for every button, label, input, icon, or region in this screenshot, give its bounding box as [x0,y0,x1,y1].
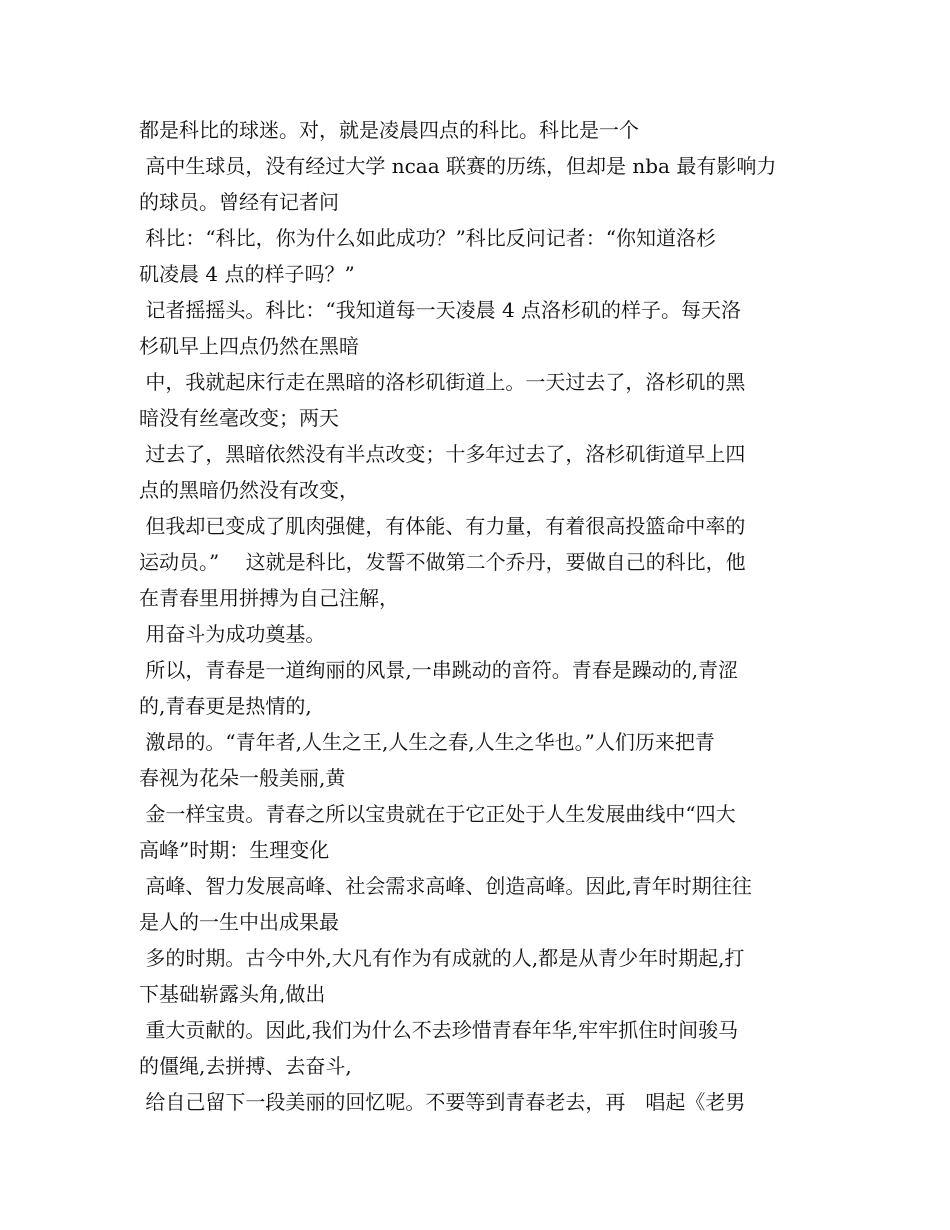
text-line: 中，我就起床行走在黑暗的洛杉矶街道上。一天过去了，洛杉矶的黑 [139,370,746,394]
text-line: 高中生球员，没有经过大学 ncaa 联赛的历练，但却是 nba 最有影响力 [139,154,777,178]
body-text [139,112,819,1120]
text-line: 给自己留下一段美丽的回忆呢。不要等到青春老去，再 唱起《老男 [139,1090,746,1114]
text-line: 记者摇摇头。科比：“我知道每一天凌晨 4 点洛杉矶的样子。每天洛 [139,298,742,322]
text-line: 是人的一生中出成果最 [139,910,339,934]
text-line: 用奋斗为成功奠基。 [139,622,326,646]
text-line: 重大贡献的。因此,我们为什么不去珍惜青春年华,牢牢抓住时间骏马 [139,1018,739,1042]
text-line: 矶凌晨 4 点的样子吗？” [139,262,355,286]
text-line: 运动员。” 这就是科比，发誓不做第二个乔丹，要做自己的科比，他 [139,550,746,574]
text-line: 春视为花朵一般美丽,黄 [139,766,346,790]
text-line: 但我却已变成了肌肉强健，有体能、有力量，有着很高投篮命中率的 [139,514,746,538]
text-line: 所以，青春是一道绚丽的风景,一串跳动的音符。青春是躁动的,青涩 [139,658,739,682]
text-line: 高峰”时期：生理变化 [139,838,330,862]
text-line: 的,青春更是热情的, [139,694,312,718]
text-line: 暗没有丝毫改变；两天 [139,406,339,430]
text-line: 都是科比的球迷。对，就是凌晨四点的科比。科比是一个 [139,118,639,142]
text-line: 高峰、智力发展高峰、社会需求高峰、创造高峰。因此,青年时期往往 [139,874,752,898]
text-line: 科比：“科比，你为什么如此成功？”科比反问记者：“你知道洛杉 [139,226,717,250]
text-line: 下基础崭露头角,做出 [139,982,326,1006]
text-line: 的球员。曾经有记者问 [139,190,339,214]
text-line: 激昂的。“青年者,人生之王,人生之春,人生之华也。”人们历来把青 [139,730,715,754]
text-line: 的僵绳,去拼搏、去奋斗, [139,1054,352,1078]
text-line: 点的黑暗仍然没有改变， [139,478,359,502]
text-line: 在青春里用拼搏为自己注解， [139,586,399,610]
text-line: 杉矶早上四点仍然在黑暗 [139,334,359,358]
text-line: 多的时期。古今中外,大凡有作为有成就的人,都是从青少年时期起,打 [139,946,745,970]
text-line: 金一样宝贵。青春之所以宝贵就在于它正处于人生发展曲线中“四大 [139,802,736,826]
text-line: 过去了，黑暗依然没有半点改变；十多年过去了，洛杉矶街道早上四 [139,442,746,466]
